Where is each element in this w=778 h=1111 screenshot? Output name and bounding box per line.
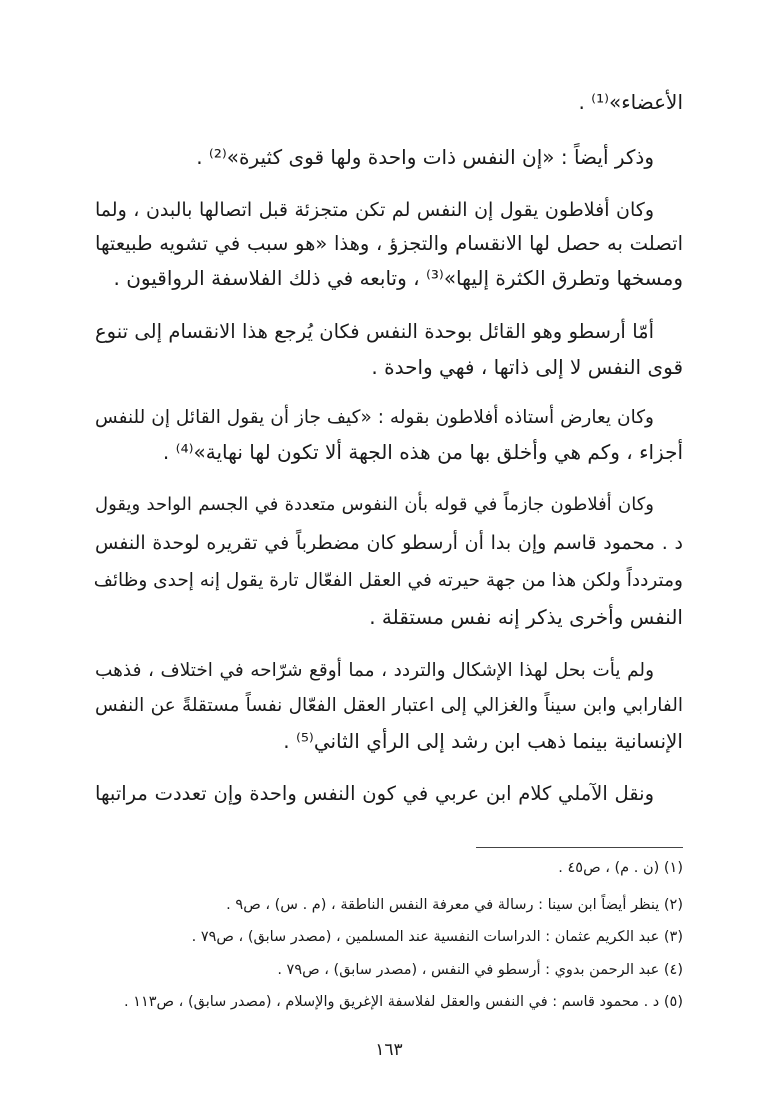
body-line: الأعضاء»⁽¹⁾ . xyxy=(578,90,683,114)
body-line: ولم يأت بحل لهذا الإشكال والتردد ، مما أوقع شرّاحه في اختلاف ، فذهب xyxy=(95,660,654,681)
body-line: ونقل الآملي كلام ابن عربي في كون النفس واحدة وإن تعددت مراتبها xyxy=(95,782,654,805)
body-line: الفارابي وابن سيناً والغزالي إلى اعتبار العقل الفعّال نفساً مستقلةً عن النفس xyxy=(95,695,683,716)
body-line: وكان يعارض أستاذه أفلاطون بقوله : «كيف جاز أن يقول القائل إن للنفس xyxy=(95,407,654,428)
footnote-separator xyxy=(476,847,683,848)
footnote: (٥) د . محمود قاسم : في النفس والعقل لفلاسفة الإغريق والإسلام ، (مصدر سابق) ، ص١١٣ . xyxy=(123,994,683,1010)
body-line: ومتردداً ولكن هذا من جهة حيرته في العقل الفعّال تارة يقول إنه إحدى وظائف xyxy=(93,570,683,591)
body-line: الإنسانية بينما ذهب ابن رشد إلى الرأي الثاني⁽⁵⁾ . xyxy=(283,729,683,753)
body-line: وكان أفلاطون يقول إن النفس لم تكن متجزئة قبل اتصالها بالبدن ، ولما xyxy=(95,199,654,221)
footnote: (٣) عبد الكريم عثمان : الدراسات النفسية عند المسلمين ، (مصدر سابق) ، ص٧٩ . xyxy=(191,929,683,945)
body-line: قوى النفس لا إلى ذاتها ، فهي واحدة . xyxy=(371,355,683,379)
body-line: وكان أفلاطون جازماً في قوله بأن النفوس متعددة في الجسم الواحد ويقول xyxy=(95,494,654,515)
body-line: ومسخها وتطرق الكثرة إليها»⁽³⁾ ، وتابعه في ذلك الفلاسفة الرواقيون . xyxy=(113,266,683,290)
page-number: ١٦٣ xyxy=(375,1040,403,1060)
body-line: د . محمود قاسم وإن بدا أن أرسطو كان مضطرباً في تقريره لوحدة النفس xyxy=(95,532,683,554)
body-line: وذكر أيضاً : «إن النفس ذات واحدة ولها قوى كثيرة»⁽²⁾ . xyxy=(196,145,654,169)
body-line: أجزاء ، وكم هي وأخلق بها من هذه الجهة ألا تكون لها نهاية»⁽⁴⁾ . xyxy=(162,440,683,464)
footnote: (٤) عبد الرحمن بدوي : أرسطو في النفس ، (مصدر سابق) ، ص٧٩ . xyxy=(277,962,683,978)
footnote: (٢) ينظر أيضاً ابن سينا : رسالة في معرفة النفس الناطقة ، (م . س) ، ص٩ . xyxy=(226,897,683,913)
footnote: (١) (ن . م) ، ص٤٥ . xyxy=(558,860,683,876)
body-line: أمّا أرسطو وهو القائل بوحدة النفس فكان يُرجع هذا الانقسام إلى تنوع xyxy=(95,320,654,343)
body-line: اتصلت به حصل لها الانقسام والتجزؤ ، وهذا «هو سبب في تشويه طبيعتها xyxy=(95,232,683,255)
body-line: النفس وأخرى يذكر إنه نفس مستقلة . xyxy=(369,605,683,629)
